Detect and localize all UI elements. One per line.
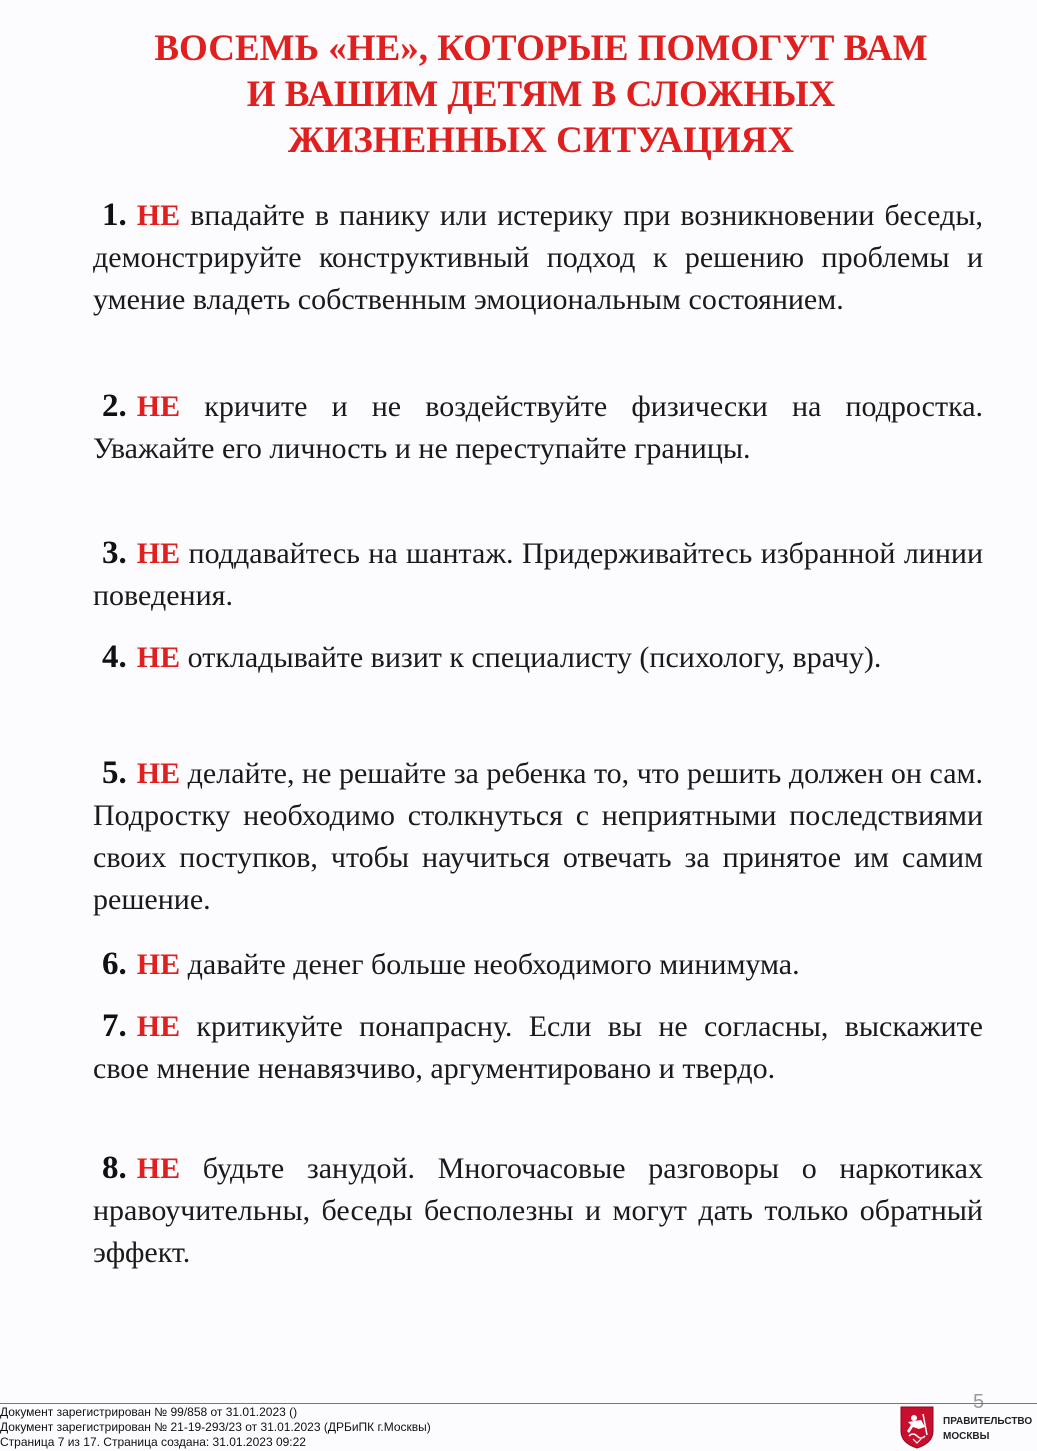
logo-line-1: ПРАВИТЕЛЬСТВО [943,1416,1033,1427]
rule-text: давайте денег больше необходимого минимума. [187,948,800,981]
logo-line-2: МОСКВЫ [943,1431,990,1442]
title-line-2: И ВАШИМ ДЕТЯМ В СЛОЖНЫХ [246,74,836,115]
title-line-1: ВОСЕМЬ «НЕ», КОТОРЫЕ ПОМОГУТ ВАМ [154,28,928,69]
logo-text [943,1414,1032,1444]
footer-line-1: Документ зарегистрирован № 99/858 от 31.01.2023 () [0,1405,298,1419]
rule-number: 1. [102,197,127,233]
footer-line-3: Страница 7 из 17. Страница создана: 31.01.2023 09:22 [0,1435,306,1449]
rule-ne: НЕ [136,390,181,423]
rule-number: 8. [102,1150,127,1186]
rule-text: поддавайтесь на шантаж. Придерживайтесь избранной линии поведения. [93,537,984,612]
document-title [90,26,992,164]
rule-number: 5. [102,755,127,791]
rule-item-1 [93,194,983,321]
rule-item-2 [93,385,983,470]
rule-text: критикуйте понапрасну. Если вы не согласны, выскажите свое мнение ненавязчиво, аргументировано и твердо. [93,1010,983,1085]
registration-footer [0,1405,431,1450]
rule-text: делайте, не решайте за ребенка то, что решить должен он сам. Подростку необходимо столкнуться с неприятными последствиями своих поступков, чтобы научиться отвечать за принятое им самим решение. [93,757,983,916]
rule-item-8 [93,1147,983,1274]
rule-number: 3. [102,535,127,571]
rule-item-6 [93,943,983,986]
rule-ne: НЕ [136,199,181,232]
rule-ne: НЕ [136,641,181,674]
rule-text: откладывайте визит к специалисту (психологу, врачу). [187,641,882,674]
rule-text: кричите и не воздействуйте физически на подростка. Уважайте его личность и не переступайте границы. [93,390,984,465]
rule-ne: НЕ [136,537,181,570]
rule-number: 2. [102,388,127,424]
rule-number: 4. [102,639,127,675]
rule-text: будьте занудой. Многочасовые разговоры о наркотиках нравоучительны, беседы бесполезны и могут дать только обратный эффект. [93,1152,983,1269]
page-number: 5 [973,1391,985,1413]
footer-line-2: Документ зарегистрирован № 21-19-293/23 от 31.01.2023 (ДРБиПК г.Москвы) [0,1420,431,1434]
rule-number: 6. [102,946,127,982]
footer-divider [0,1403,1037,1404]
rule-item-4 [93,636,983,679]
rule-item-5 [93,752,983,921]
rule-item-3 [93,532,983,617]
rule-ne: НЕ [136,1010,181,1043]
rule-text: впадайте в панику или истерику при возникновении беседы, демонстрируйте конструктивный подход к решению проблемы и умение владеть собственным эмоциональным состоянием. [93,199,983,316]
rule-ne: НЕ [136,948,181,981]
rule-number: 7. [102,1008,127,1044]
moscow-coat-of-arms-icon [899,1405,935,1449]
rule-ne: НЕ [136,757,181,790]
title-line-3: ЖИЗНЕННЫХ СИТУАЦИЯХ [287,120,795,161]
rule-item-7 [93,1005,983,1090]
moscow-government-logo [899,1405,1033,1449]
rule-ne: НЕ [136,1152,181,1185]
